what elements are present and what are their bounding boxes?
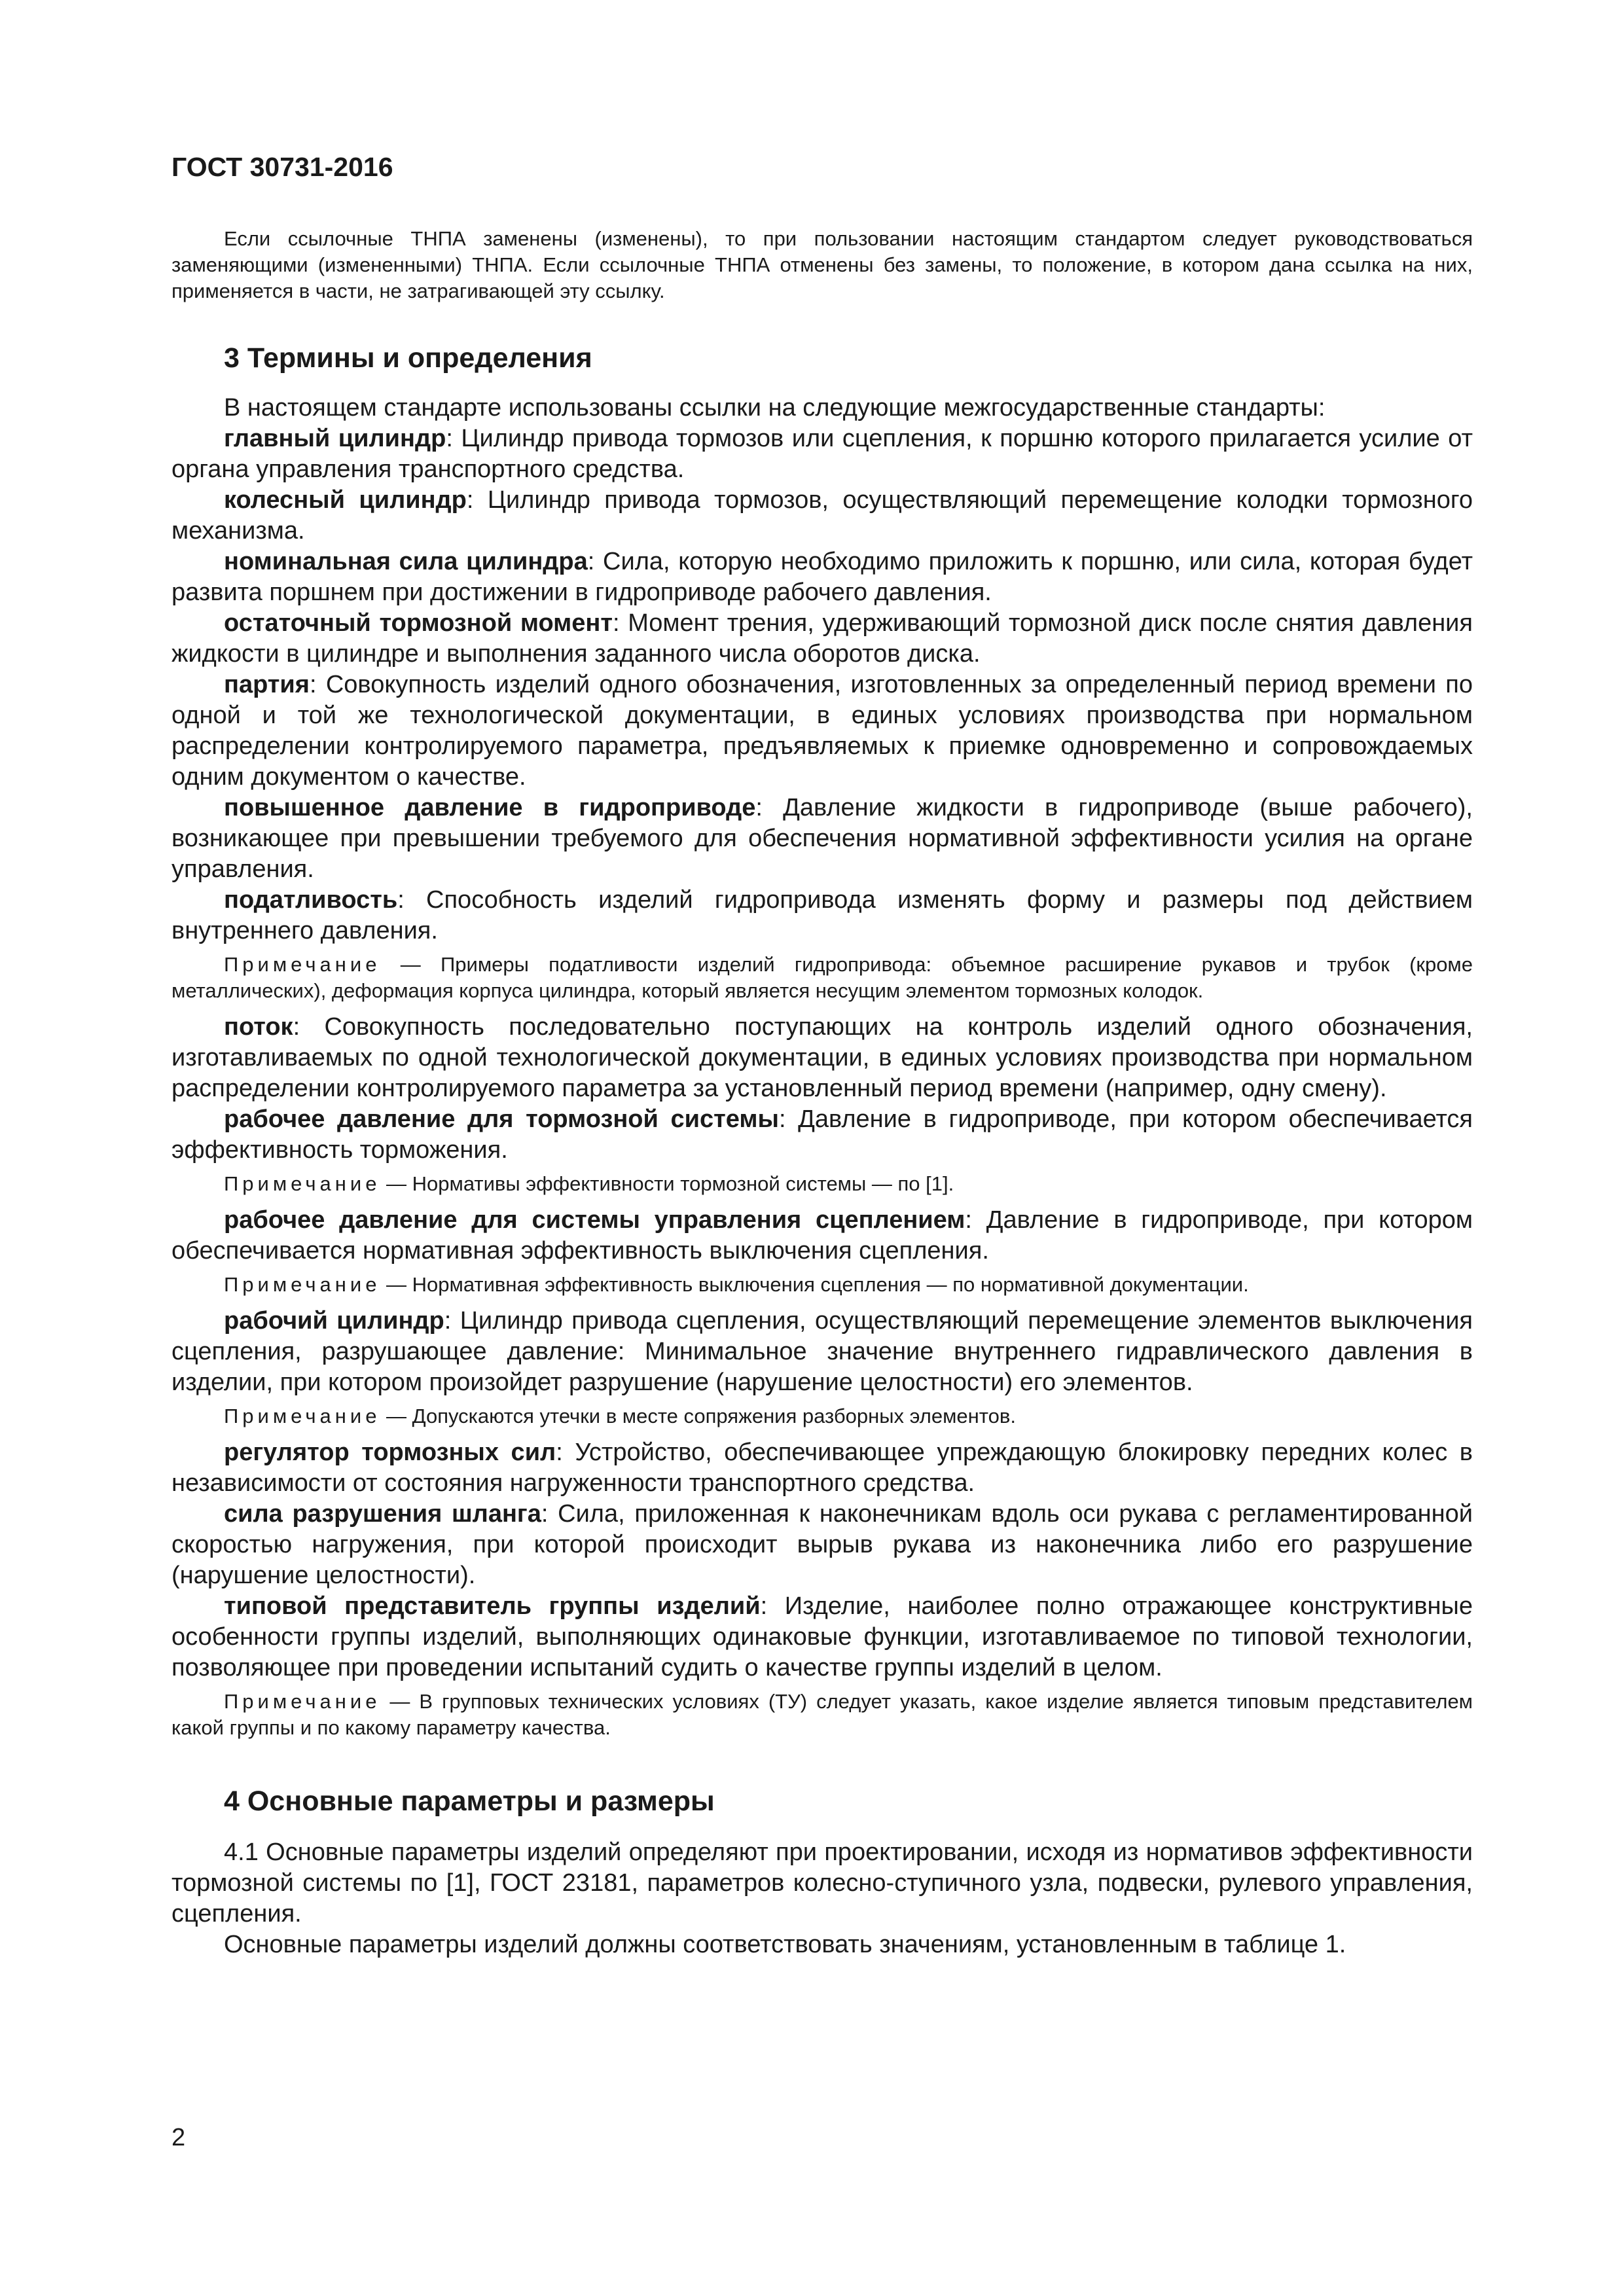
term-definition: : Давление в гидроприводе, при котором обеспечивается эффективность торможения. [171,1105,1473,1164]
note [171,952,1473,1004]
term-name: колесный цилиндр [224,486,467,514]
term-definition: : Способность изделий гидропривода изменять форму и размеры под действием внутреннего давления. [171,886,1473,944]
section-4-paragraph: Основные параметры изделий должны соответствовать значениям, установленным в таблице 1. [224,1931,1346,1958]
term-name: рабочее давление для тормозной системы [224,1105,779,1133]
note-text: — Нормативы эффективности тормозной системы — по [1]. [380,1172,954,1195]
term-name: главный цилиндр [224,425,446,452]
note-text: — В групповых технических условиях (ТУ) следует указать, какое изделие является типовым представителем какой группы и по какому параметру качества. [171,1690,1473,1739]
term-entry [171,885,1473,946]
term-definition: : Момент трения, удерживающий тормозной диск после снятия давления жидкости в цилиндре и выполнения заданного числа оборотов диска. [171,609,1473,668]
term-name: рабочий цилиндр [224,1307,444,1335]
term-name: повышенное давление в гидроприводе [224,794,756,821]
term-definition: : Цилиндр привода сцепления, осуществляющий перемещение элементов выключения сцепления, разрушающее давление: Минимальное значение внутреннего гидравлического давления в изделии, при котором произойдет разрушение (нарушение целостности) его элементов. [171,1307,1473,1396]
document-code: ГОСТ 30731-2016 [171,152,393,182]
term-entry [171,485,1473,547]
term-definition: : Давление жидкости в гидроприводе (выше рабочего), возникающее при превышении требуемого для обеспечения нормативной эффективности усилия на органе управления. [171,794,1473,883]
term-name: остаточный тормозной момент [224,609,613,637]
term-entry [171,793,1473,885]
term-definition: : Цилиндр привода тормозов, осуществляющий перемещение колодки тормозного механизма. [171,486,1473,545]
term-name: податливость [224,886,398,914]
note-text: — Допускаются утечки в месте сопряжения разборных элементов. [380,1405,1016,1427]
note-label: Примечание [224,1405,381,1427]
term-entry [171,1591,1473,1683]
term-name: сила разрушения шланга [224,1500,541,1528]
term-entry [171,1306,1473,1398]
section-3-lead: В настоящем стандарте использованы ссылки на следующие межгосударственные стандарты: [224,394,1326,422]
term-entry [171,670,1473,793]
term-name: регулятор тормозных сил [224,1439,556,1466]
term-name: типовой представитель группы изделий [224,1592,761,1620]
page-content [171,226,1473,1960]
note [171,1403,1473,1429]
note [171,1689,1473,1741]
note-label: Примечание [224,1273,381,1296]
note-text: — Примеры податливости изделий гидропривода: объемное расширение рукавов и трубок (кроме металлических), деформация корпуса цилиндра, который является несущим элементом тормозных колодок. [171,953,1473,1002]
note-label: Примечание [224,1690,381,1713]
note [171,1272,1473,1298]
page-number: 2 [171,2124,186,2151]
section-3-title: 3 Термины и определения [224,342,592,374]
term-definition: : Изделие, наиболее полно отражающее конструктивные особенности группы изделий, выполняющих одинаковые функции, изготавливаемое по типовой технологии, позволяющее при проведении испытаний судить о качестве группы изделий в целом. [171,1592,1473,1681]
term-definition: : Совокупность изделий одного обозначения, изготовленных за определенный период времени по одной и той же технологической документации, в единых условиях производства при нормальном распределении контролируемого параметра, предъявляемых к приемке одновременно и сопровождаемых одним документом о качестве. [171,671,1473,791]
note-label: Примечание [224,1172,381,1195]
term-entry [171,423,1473,485]
term-definition: : Сила, приложенная к наконечникам вдоль оси рукава с регламентированной скоростью нагружения, при которой происходит вырыв рукава из наконечника либо его разрушение (нарушение целостности). [171,1500,1473,1589]
term-entry [171,1205,1473,1266]
term-entry [171,547,1473,608]
term-definition: : Совокупность последовательно поступающих на контроль изделий одного обозначения, изготавливаемых по одной технологической документации, в единых условиях производства при нормальном распределении контролируемого параметра за установленный период времени (например, одну смену). [171,1013,1473,1102]
note [171,1171,1473,1197]
term-definition: : Цилиндр привода тормозов или сцепления, к поршню которого прилагается усилие от органа управления транспортного средства. [171,425,1473,483]
intro-paragraph: Если ссылочные ТНПА заменены (изменены), то при пользовании настоящим стандартом следует руководствоваться заменяющими (измененными) ТНПА. Если ссылочные ТНПА отменены без замены, то положение, в котором дана ссылка на них, применяется в части, не затрагивающей эту ссылку. [171,227,1473,302]
term-entry [171,1104,1473,1166]
term-definition: : Давление в гидроприводе, при котором обеспечивается нормативная эффективность выключения сцепления. [171,1206,1473,1265]
term-name: поток [224,1013,293,1041]
term-name: номинальная сила цилиндра [224,548,588,575]
term-entry [171,608,1473,670]
note-label: Примечание [224,953,381,976]
section-4-title: 4 Основные параметры и размеры [224,1785,715,1817]
term-entry [171,1437,1473,1499]
term-definition: : Устройство, обеспечивающее упреждающую блокировку передних колес в независимости от состояния нагруженности транспортного средства. [171,1439,1473,1497]
note-text: — Нормативная эффективность выключения сцепления — по нормативной документации. [380,1273,1249,1296]
term-name: партия [224,671,310,698]
term-name: рабочее давление для системы управления сцеплением [224,1206,965,1234]
term-entry [171,1012,1473,1104]
section-4-paragraph: 4.1 Основные параметры изделий определяют при проектировании, исходя из нормативов эффективности тормозной системы по [1], ГОСТ 23181, параметров колесно-ступичного узла, подвески, рулевого управления, сцепления. [171,1839,1473,1928]
term-entry [171,1499,1473,1591]
term-definition: : Сила, которую необходимо приложить к поршню, или сила, которая будет развита поршнем при достижении в гидроприводе рабочего давления. [171,548,1473,606]
